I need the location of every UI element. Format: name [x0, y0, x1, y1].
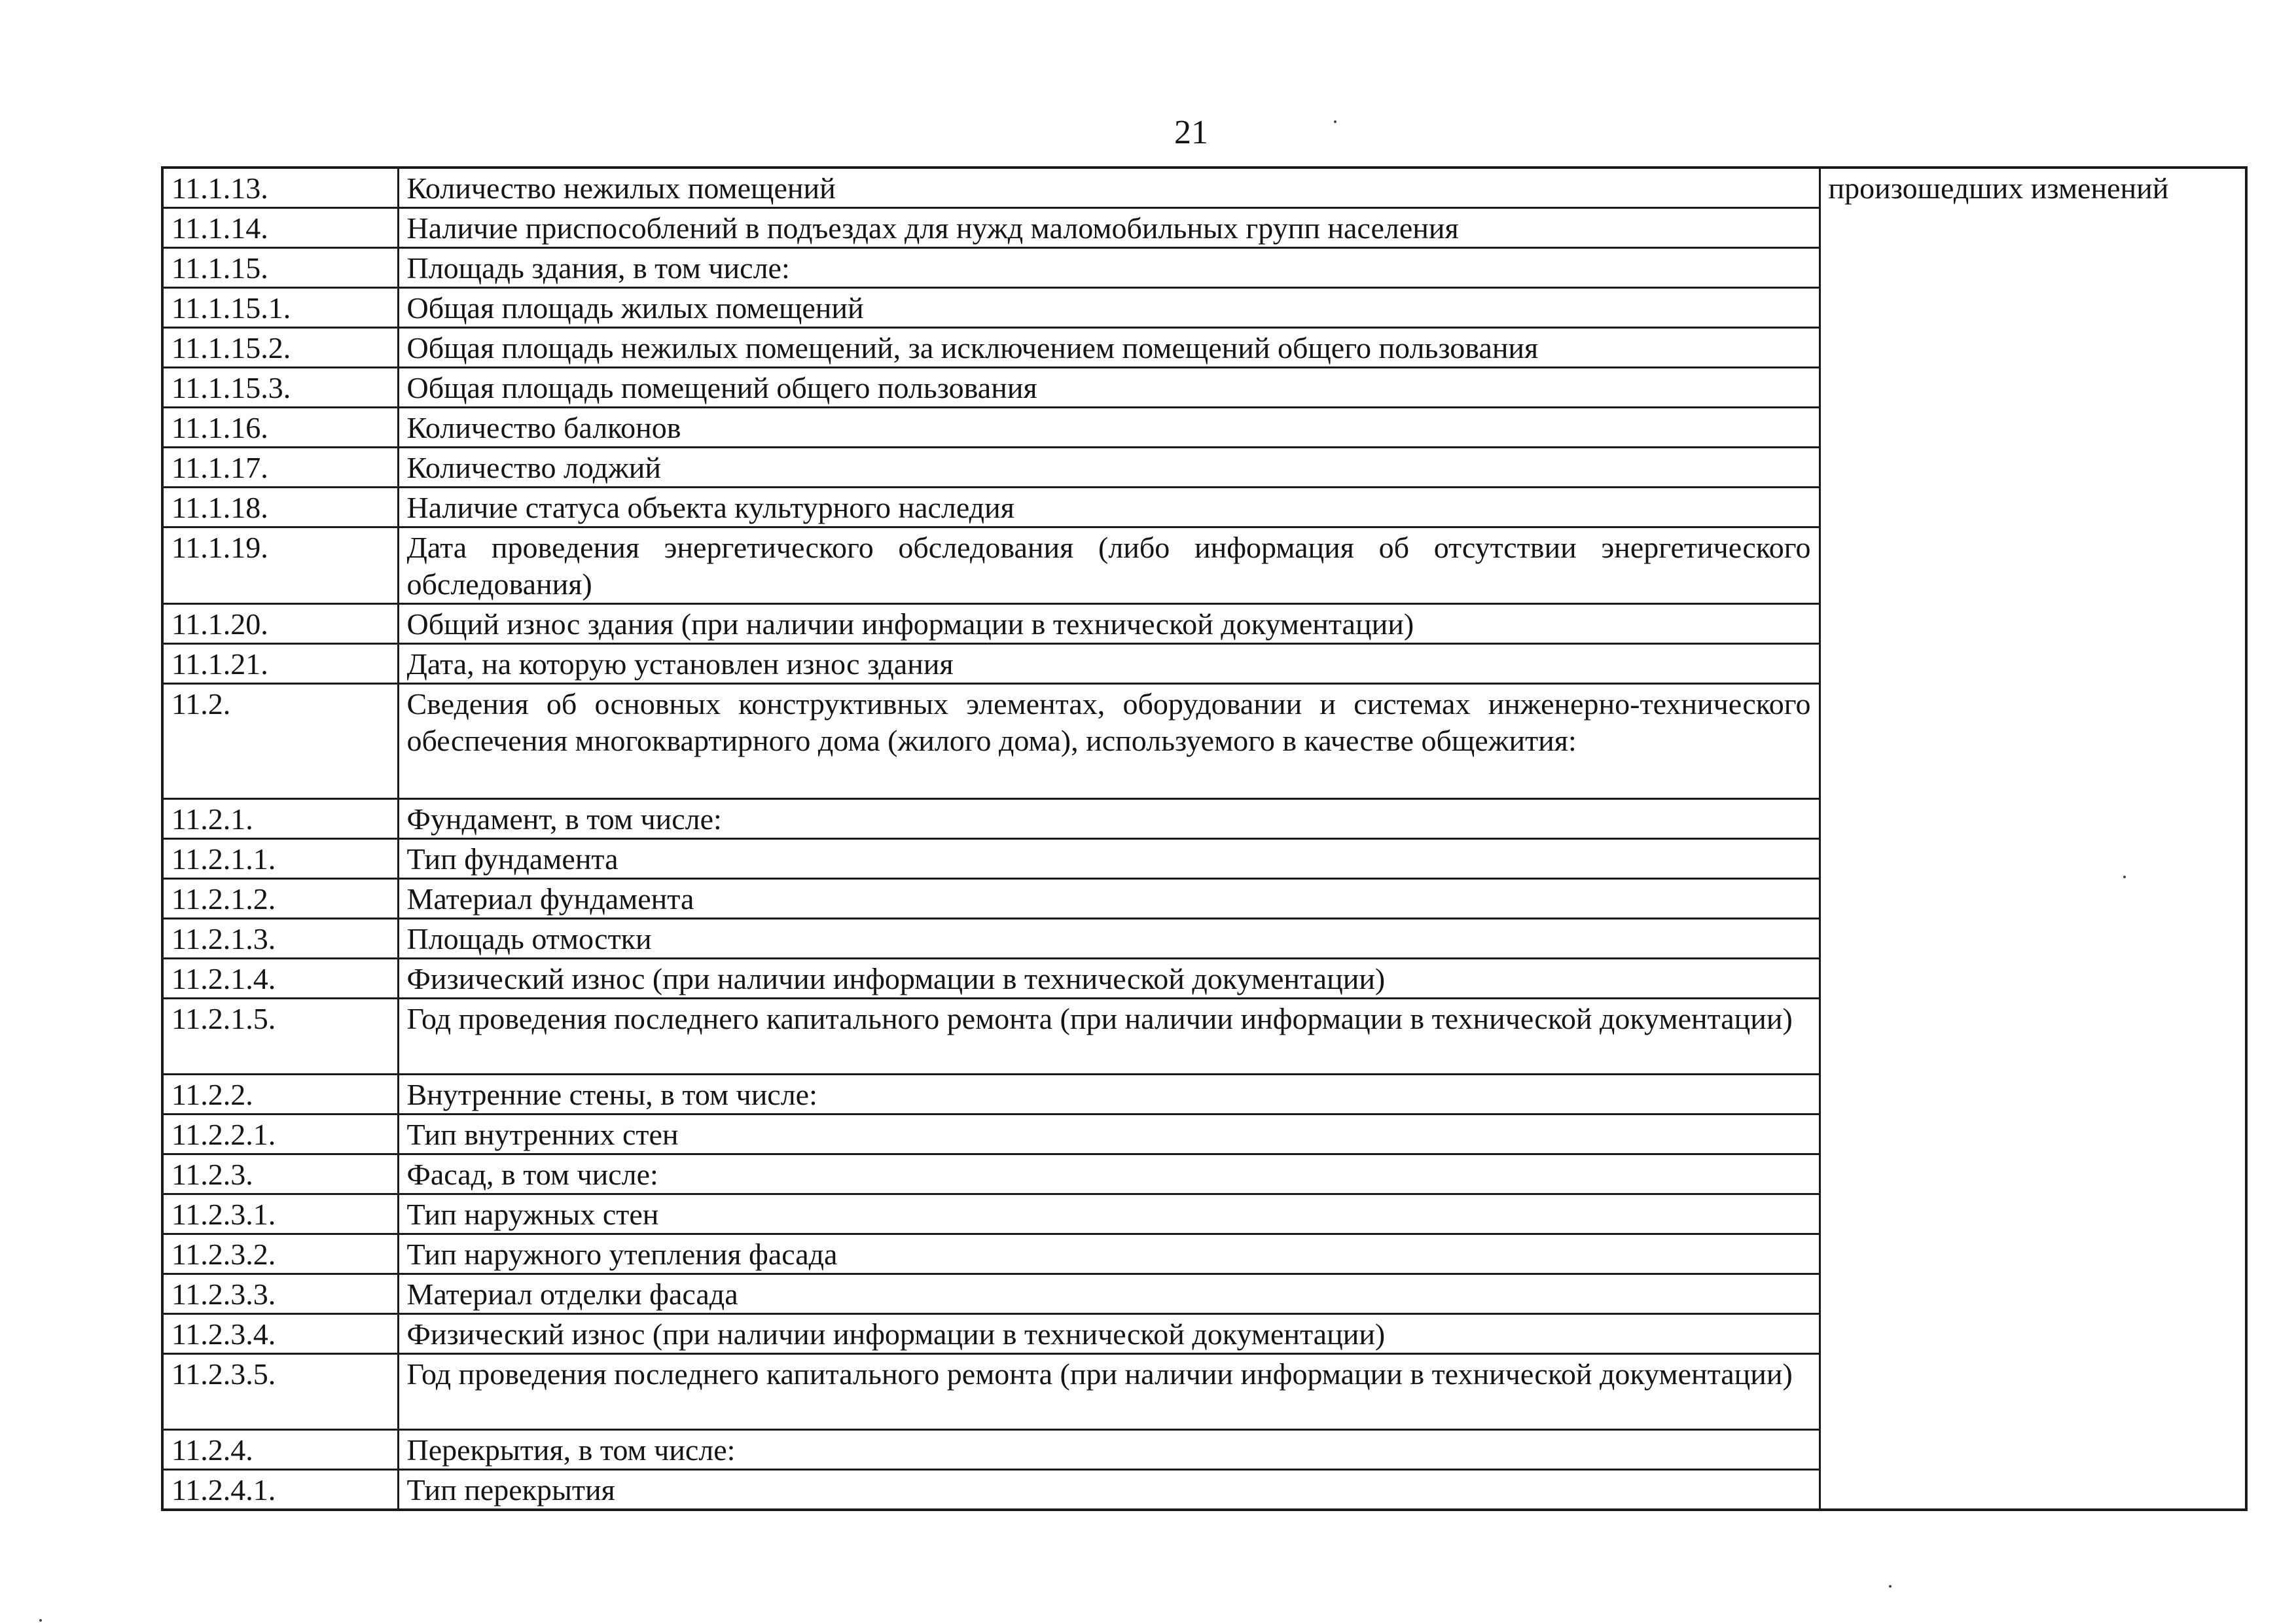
changes-note-cell: произошедших изменений	[1820, 168, 2246, 1510]
row-number-cell: 11.2.3.2.	[162, 1234, 398, 1274]
row-description-cell: Физический износ (при наличии информации в технической документации)	[398, 959, 1820, 999]
row-description-cell: Фасад, в том числе:	[398, 1154, 1820, 1194]
row-number-cell: 11.1.17.	[162, 448, 398, 488]
row-description-cell: Количество балконов	[398, 408, 1820, 448]
row-description-cell: Год проведения последнего капитального ремонта (при наличии информации в технической документации)	[398, 999, 1820, 1075]
row-number-cell: 11.2.3.4.	[162, 1314, 398, 1354]
row-number-cell: 11.1.13.	[162, 168, 398, 208]
row-description-cell: Количество нежилых помещений	[398, 168, 1820, 208]
scan-speck	[39, 1619, 42, 1622]
row-number-cell: 11.1.18.	[162, 488, 398, 527]
row-number-cell: 11.1.14.	[162, 208, 398, 248]
row-description-cell: Сведения об основных конструктивных элементах, оборудовании и системах инженерно-технического обеспечения многоквартирного дома (жилого дома), используемого в качестве общежития:	[398, 684, 1820, 799]
row-number-cell: 11.2.	[162, 684, 398, 799]
table-body	[162, 168, 2246, 1510]
row-number-cell: 11.1.20.	[162, 604, 398, 644]
row-description-cell: Количество лоджий	[398, 448, 1820, 488]
row-number-cell: 11.2.2.1.	[162, 1115, 398, 1154]
page-number: 21	[1174, 114, 1208, 151]
row-number-cell: 11.2.2.	[162, 1075, 398, 1115]
row-number-cell: 11.2.1.	[162, 799, 398, 839]
row-description-cell: Общая площадь помещений общего пользования	[398, 368, 1820, 408]
row-description-cell: Наличие статуса объекта культурного наследия	[398, 488, 1820, 527]
row-number-cell: 11.2.3.3.	[162, 1274, 398, 1314]
row-number-cell: 11.1.19.	[162, 527, 398, 604]
row-number-cell: 11.2.3.	[162, 1154, 398, 1194]
row-description-cell: Площадь здания, в том числе:	[398, 248, 1820, 288]
row-description-cell: Перекрытия, в том числе:	[398, 1430, 1820, 1470]
row-number-cell: 11.2.1.4.	[162, 959, 398, 999]
row-number-cell: 11.1.15.2.	[162, 328, 398, 368]
row-number-cell: 11.2.3.1.	[162, 1194, 398, 1234]
row-number-cell: 11.2.3.5.	[162, 1354, 398, 1430]
row-description-cell: Тип внутренних стен	[398, 1115, 1820, 1154]
row-description-cell: Фундамент, в том числе:	[398, 799, 1820, 839]
row-description-cell: Площадь отмостки	[398, 919, 1820, 959]
row-description-cell: Общая площадь нежилых помещений, за исключением помещений общего пользования	[398, 328, 1820, 368]
row-number-cell: 11.2.1.3.	[162, 919, 398, 959]
row-description-cell: Внутренние стены, в том числе:	[398, 1075, 1820, 1115]
table-row	[162, 168, 2246, 208]
row-description-cell: Общий износ здания (при наличии информации в технической документации)	[398, 604, 1820, 644]
row-number-cell: 11.2.1.5.	[162, 999, 398, 1075]
scan-speck	[1889, 1585, 1892, 1588]
row-number-cell: 11.2.4.	[162, 1430, 398, 1470]
row-description-cell: Тип фундамента	[398, 839, 1820, 879]
row-number-cell: 11.1.21.	[162, 644, 398, 684]
row-description-cell: Тип наружного утепления фасада	[398, 1234, 1820, 1274]
row-number-cell: 11.1.15.1.	[162, 288, 398, 328]
row-number-cell: 11.2.4.1.	[162, 1470, 398, 1510]
document-table	[161, 166, 2248, 1511]
row-number-cell: 11.1.15.3.	[162, 368, 398, 408]
row-description-cell: Дата проведения энергетического обследования (либо информация об отсутствии энергетического обследования)	[398, 527, 1820, 604]
row-description-cell: Дата, на которую установлен износ здания	[398, 644, 1820, 684]
row-description-cell: Материал фундамента	[398, 879, 1820, 919]
row-description-cell: Физический износ (при наличии информации в технической документации)	[398, 1314, 1820, 1354]
row-number-cell: 11.2.1.2.	[162, 879, 398, 919]
row-description-cell: Наличие приспособлений в подъездах для нужд маломобильных групп населения	[398, 208, 1820, 248]
row-description-cell: Тип перекрытия	[398, 1470, 1820, 1510]
row-number-cell: 11.2.1.1.	[162, 839, 398, 879]
row-number-cell: 11.1.16.	[162, 408, 398, 448]
scan-speck	[1334, 120, 1336, 123]
row-number-cell: 11.1.15.	[162, 248, 398, 288]
row-description-cell: Общая площадь жилых помещений	[398, 288, 1820, 328]
row-description-cell: Год проведения последнего капитального ремонта (при наличии информации в технической документации)	[398, 1354, 1820, 1430]
row-description-cell: Тип наружных стен	[398, 1194, 1820, 1234]
scan-speck	[2123, 876, 2126, 878]
row-description-cell: Материал отделки фасада	[398, 1274, 1820, 1314]
